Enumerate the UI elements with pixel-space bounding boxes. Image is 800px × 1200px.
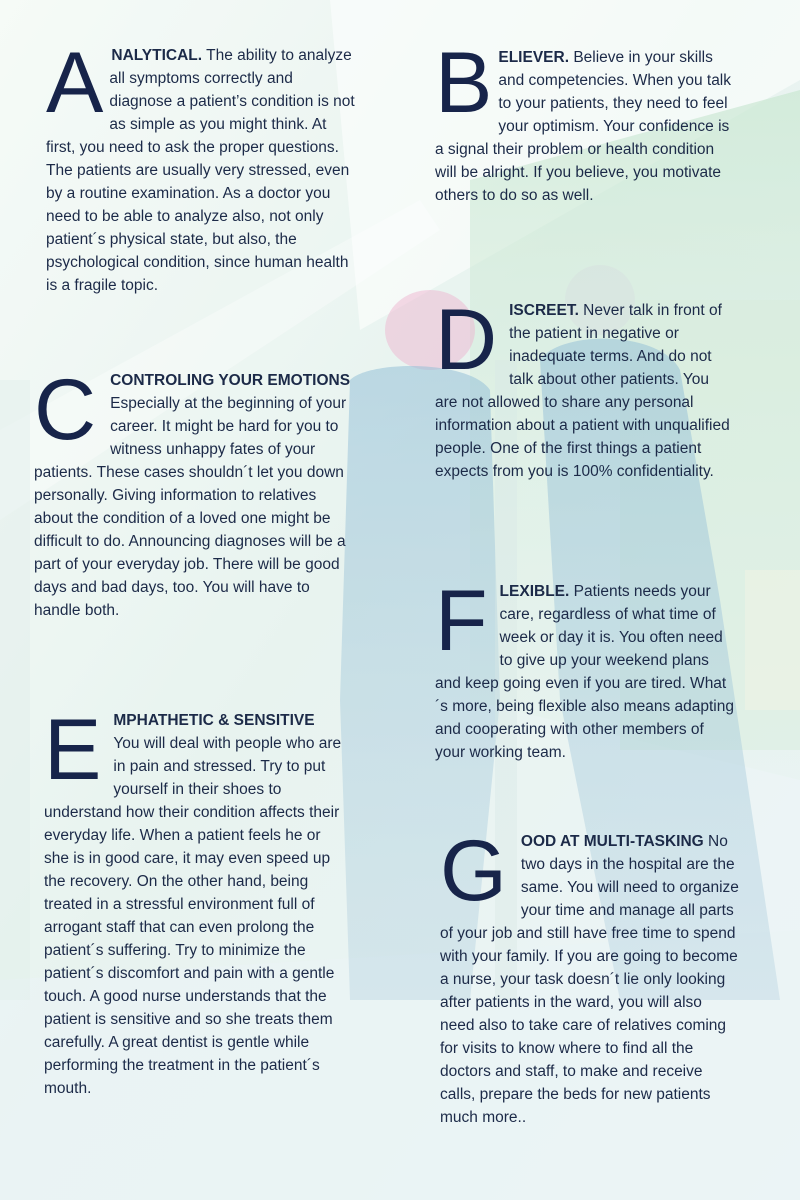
section-discreet [435,292,735,483]
dropcap-letter: E [44,702,102,798]
section-believer [435,35,735,207]
section-emphathetic [44,702,344,1100]
section-analytical [46,35,356,297]
section-heading: LEXIBLE. [499,583,570,600]
section-heading: MPHATHETIC & SENSITIVE [113,712,315,729]
dropcap-letter: A [46,35,104,131]
dropcap-letter: D [435,292,498,388]
section-body: Believe in your skills and competencies. When you talk to your patients, they need to feel your optimism. Your confidence is a signal their problem or health condition will be alright. If you believe, you motivate others to do so as well. [435,49,732,204]
section-heading: ELIEVER. [498,49,570,66]
section-heading: ISCREET. [509,302,579,319]
dropcap-letter: F [435,573,488,669]
section-body: Especially at the beginning of your career. It might be hard for you to witness unhappy fates of your patients. These cases shouldn´t let you down personally. Giving information to relatives about the condition of a loved one might be difficult to do. Announcing diagnoses will be a part of your everyday job. There will be good days and bad days, too. You will have to handle both. [34,395,347,619]
section-flexible [435,573,735,764]
section-controling-emotions [34,362,356,622]
section-heading: CONTROLING YOUR EMOTIONS [110,372,351,389]
section-body: Never talk in front of the patient in negative or inadequate terms. And do not talk about other patients. You are not allowed to share any personal information about a patient with unqualified people. One of the first things a patient expects from you is 100% confidentiality. [435,302,730,480]
section-body: The ability to analyze all symptoms correctly and diagnose a patient’s condition is not as simple as you might think. At first, you need to ask the proper questions. The patients are usually very stressed, even by a routine examination. As a doctor you need to be able to analyze also, not only patient´s physical state, but also, the psychological condition, since human health is a fragile topic. [46,47,355,294]
section-heading: OOD AT MULTI-TASKING [520,833,704,850]
dropcap-letter: G [440,823,507,919]
dropcap-letter: C [34,362,97,458]
section-multitasking [440,823,740,1129]
section-body: No two days in the hospital are the same. You will need to organize your time and manage all parts of your job and still have free time to spend with your family. If you are going to become a nurse, your task doesn´t lie only looking after patients in the ward, you will also need also to take care of relatives coming for visits to know where to find all the doctors and staff, to make and receive calls, prepare the beds for new patients much more.. [440,833,739,1126]
section-body: You will deal with people who are in pain and stressed. Try to put yourself in their shoes to understand how their condition affects their everyday life. When a patient feels he or she is in good care, it may even speed up the recovery. On the other hand, being treated in a stressful environment full of arrogant staff that can even prolong the patient´s suffering. Try to minimize the patient´s discomfort and pain with a gentle touch. A good nurse understands that the patient is sensitive and so she treats them carefully. A great dentist is gentle while performing the treatment in the patient´s mouth. [44,735,342,1097]
section-body: Patients needs your care, regardless of what time of week or day it is. You often need to give up your weekend plans and keep going even if you are tired. What´s more, being flexible also means adapting and cooperating with other members of your working team. [435,583,734,761]
section-heading: NALYTICAL. [111,47,203,64]
dropcap-letter: B [435,35,493,131]
